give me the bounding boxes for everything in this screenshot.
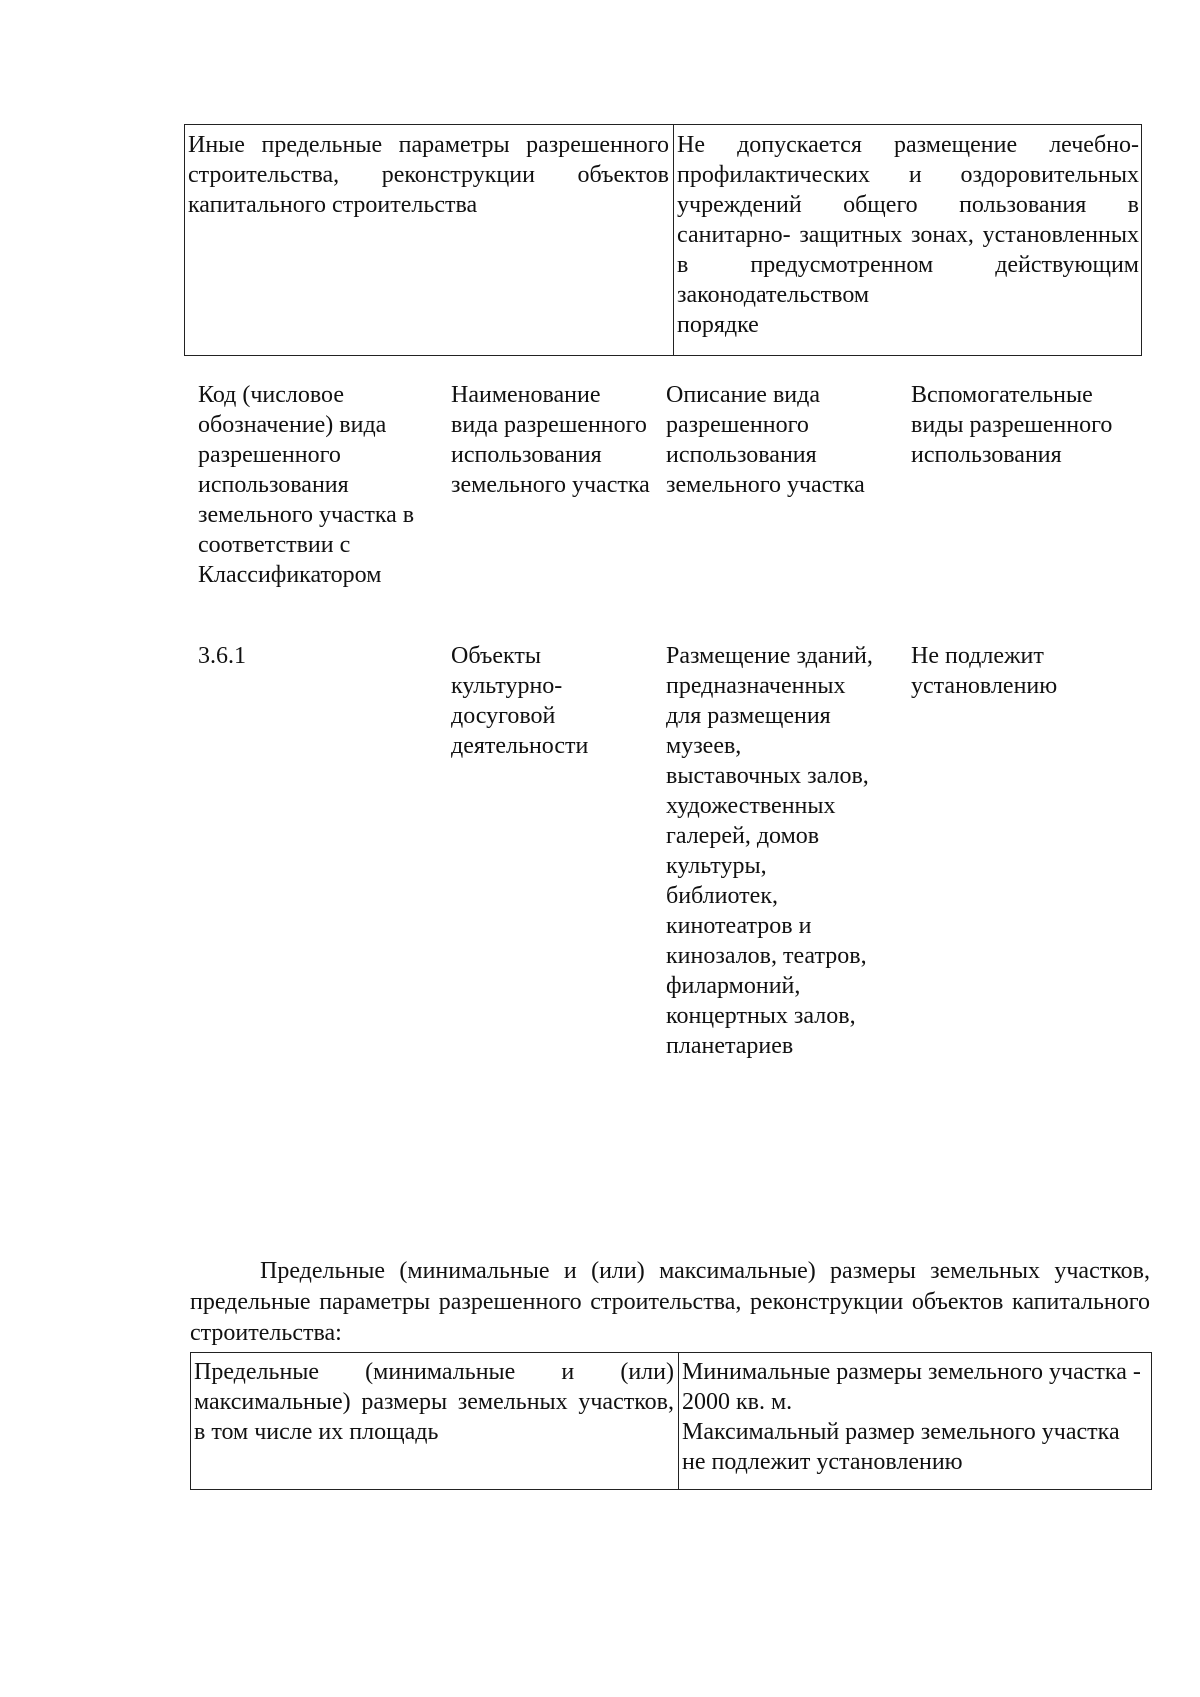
- plot-size-table: [190, 1352, 1152, 1490]
- row-code: 3.6.1: [198, 643, 246, 669]
- row-auxiliary: Не подлежит установлению: [911, 643, 1058, 699]
- min-size-text: Минимальные размеры земельного участка - 2000 кв. м.: [682, 1359, 1141, 1415]
- other-parameters-table: [184, 124, 1142, 356]
- parameter-value-cell: [674, 125, 1141, 355]
- row-name: Объекты культурно-досуговой деятельности: [451, 643, 589, 759]
- row-description: Размещение зданий, предназначенных для размещения музеев, выставочных залов, художественных галерей, домов культуры, библиотек, кинотеатров и кинозалов, театров, филармоний, концертных залов, планетариев: [666, 643, 873, 1059]
- header-description: Описание вида разрешенного использования земельного участка: [666, 382, 865, 498]
- header-name: Наименование вида разрешенного использования земельного участка: [451, 382, 650, 498]
- plot-size-label-cell: Предельные (минимальные и (или) максимальные) размеры земельных участков, в том числе их площадь: [191, 1353, 679, 1489]
- plot-size-value-cell: [679, 1353, 1151, 1489]
- parameter-value-last-line: порядке: [677, 312, 759, 338]
- parameter-label-cell: Иные предельные параметры разрешенного строительства, реконструкции объектов капитального строительства: [185, 125, 674, 355]
- header-auxiliary: Вспомогательные виды разрешенного использования: [911, 382, 1113, 468]
- max-size-text: Максимальный размер земельного участка не подлежит установлению: [682, 1419, 1120, 1475]
- parameter-value-text: Не допускается размещение лечебно-профилактических и оздоровительных учреждений общего пользования в санитарно- защитных зонах, установленных в предусмотренном действующим законодательством: [677, 132, 1139, 308]
- header-code: Код (числовое обозначение) вида разрешенного использования земельного участка в соответствии с Классификатором: [198, 382, 415, 588]
- limits-paragraph: Предельные (минимальные и (или) максимальные) размеры земельных участков, предельные параметры разрешенного строительства, реконструкции объектов капитального строительства:: [190, 1258, 1150, 1346]
